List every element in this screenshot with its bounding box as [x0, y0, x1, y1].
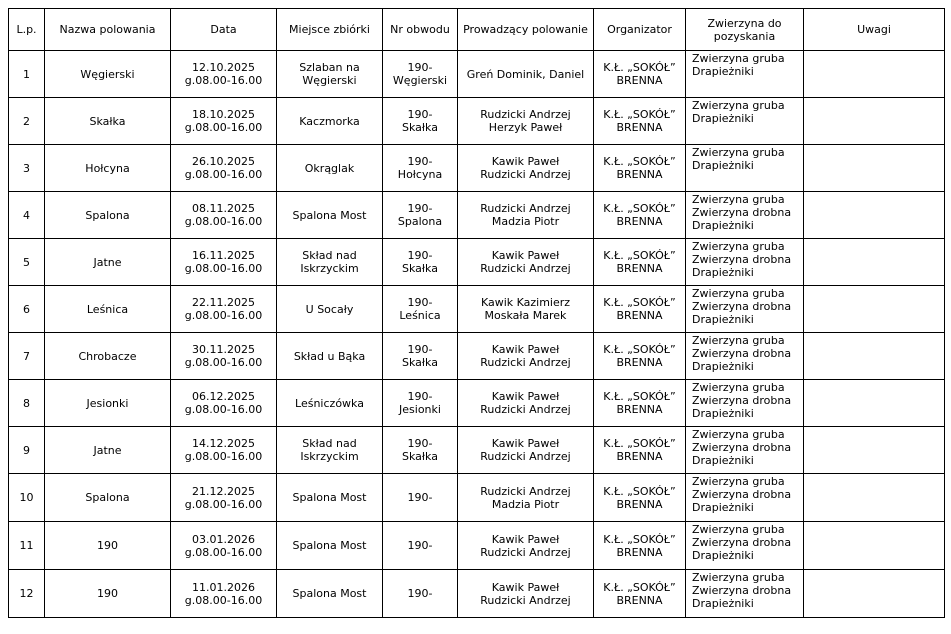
- cell-date: [171, 380, 277, 427]
- cell-organizer-line: K.Ł. „SOKÓŁ”: [603, 61, 676, 74]
- cell-date: [171, 522, 277, 570]
- cell-leader-line: Kawik Paweł: [491, 437, 560, 450]
- cell-place: [277, 286, 383, 333]
- cell-game: [686, 286, 804, 333]
- cell-game-line: Zwierzyna gruba: [692, 381, 785, 394]
- cell-game-line: Drapieżniki: [692, 112, 754, 125]
- hunting-schedule-table: [8, 8, 945, 618]
- cell-game-line: Zwierzyna gruba: [692, 193, 785, 206]
- cell-organizer: [594, 333, 686, 380]
- cell-leader: [458, 380, 594, 427]
- cell-game-line: Zwierzyna gruba: [692, 287, 785, 300]
- cell-district-line: 190-: [407, 202, 433, 215]
- cell-organizer: [594, 192, 686, 239]
- header-leader: Prowadzący polowanie: [458, 9, 594, 51]
- cell-leader-line: Rudzicki Andrzej: [480, 168, 571, 181]
- cell-district: [383, 570, 458, 618]
- cell-district-line: Spalona: [397, 215, 443, 228]
- cell-leader-line: Herzyk Paweł: [488, 121, 563, 134]
- cell-date-line: 26.10.2025: [192, 155, 255, 168]
- cell-place: [277, 333, 383, 380]
- cell-organizer-line: K.Ł. „SOKÓŁ”: [603, 580, 676, 594]
- cell-district-line: Leśnica: [399, 309, 441, 322]
- cell-game-line: Zwierzyna drobna: [692, 584, 792, 597]
- table-row: [9, 239, 945, 286]
- header-game-line: pozyskania: [713, 29, 776, 43]
- cell-organizer: [594, 427, 686, 474]
- cell-game-line: Zwierzyna drobna: [692, 394, 792, 407]
- cell-place-line: Skład u Bąka: [293, 349, 366, 363]
- cell-notes: [804, 192, 945, 239]
- cell-organizer-line: BRENNA: [616, 74, 663, 87]
- cell-date: [171, 98, 277, 145]
- cell-game-line: Zwierzyna drobna: [692, 253, 792, 266]
- cell-game-line: Zwierzyna drobna: [692, 347, 792, 360]
- header-name: Nazwa polowania: [45, 9, 171, 51]
- cell-game-line: Drapieżniki: [692, 313, 754, 326]
- cell-organizer: [594, 145, 686, 192]
- cell-district-line: 190-: [407, 249, 433, 262]
- cell-game-line: Zwierzyna drobna: [692, 206, 792, 219]
- cell-place-line: Węgierski: [302, 74, 357, 87]
- cell-place-line: Iskrzyckim: [300, 262, 359, 275]
- cell-organizer-line: K.Ł. „SOKÓŁ”: [603, 249, 676, 262]
- cell-leader: [458, 239, 594, 286]
- cell-place: [277, 380, 383, 427]
- cell-name: Spalona: [45, 474, 171, 522]
- cell-date-line: 22.11.2025: [192, 296, 255, 309]
- cell-game: [686, 333, 804, 380]
- cell-district: [383, 522, 458, 570]
- cell-place-line: Okrąglak: [304, 161, 355, 175]
- table-row: [9, 333, 945, 380]
- cell-leader-line: Rudzicki Andrzej: [480, 403, 571, 416]
- cell-district-line: Hołcyna: [397, 168, 443, 181]
- cell-date: [171, 145, 277, 192]
- cell-notes: [804, 239, 945, 286]
- cell-game-line: Drapieżniki: [692, 360, 754, 373]
- cell-game-line: Drapieżniki: [692, 219, 754, 232]
- cell-place: [277, 522, 383, 570]
- header-lp: L.p.: [9, 9, 45, 51]
- cell-date: [171, 427, 277, 474]
- cell-name: 190: [45, 522, 171, 570]
- cell-game-line: Zwierzyna gruba: [692, 571, 785, 584]
- cell-game: [686, 427, 804, 474]
- cell-game-line: Drapieżniki: [692, 501, 754, 514]
- cell-lp: 6: [9, 286, 45, 333]
- cell-organizer-line: BRENNA: [616, 545, 663, 559]
- cell-organizer-line: BRENNA: [616, 309, 663, 322]
- cell-organizer-line: BRENNA: [616, 121, 663, 134]
- header-place: Miejsce zbiórki: [277, 9, 383, 51]
- table-row: [9, 98, 945, 145]
- cell-lp: 9: [9, 427, 45, 474]
- cell-lp: 4: [9, 192, 45, 239]
- cell-date-line: 06.12.2025: [192, 390, 255, 403]
- cell-lp: 2: [9, 98, 45, 145]
- cell-organizer-line: K.Ł. „SOKÓŁ”: [603, 155, 676, 168]
- cell-place: [277, 427, 383, 474]
- cell-name: Leśnica: [45, 286, 171, 333]
- cell-organizer-line: K.Ł. „SOKÓŁ”: [603, 108, 676, 121]
- cell-district-line: Jesionki: [399, 403, 441, 416]
- cell-district-line: Węgierski: [392, 74, 448, 87]
- cell-district: [383, 239, 458, 286]
- cell-district-line: Skałka: [402, 450, 438, 463]
- cell-organizer: [594, 98, 686, 145]
- header-date: Data: [171, 9, 277, 51]
- cell-game-line: Drapieżniki: [692, 65, 754, 78]
- cell-district: [383, 286, 458, 333]
- cell-organizer-line: K.Ł. „SOKÓŁ”: [603, 296, 676, 309]
- cell-leader: [458, 427, 594, 474]
- cell-leader-line: Rudzicki Andrzej: [480, 202, 571, 215]
- cell-game: [686, 570, 804, 618]
- cell-organizer: [594, 522, 686, 570]
- cell-district: [383, 333, 458, 380]
- cell-organizer-line: K.Ł. „SOKÓŁ”: [603, 390, 676, 403]
- cell-date: [171, 333, 277, 380]
- header-game-line: Zwierzyna do: [707, 16, 782, 30]
- cell-leader-line: Rudzicki Andrzej: [480, 356, 571, 369]
- cell-place: [277, 474, 383, 522]
- cell-organizer: [594, 51, 686, 98]
- cell-date-line: g.08.00-16.00: [184, 497, 263, 511]
- cell-leader-line: Rudzicki Andrzej: [480, 450, 571, 463]
- cell-organizer-line: K.Ł. „SOKÓŁ”: [603, 484, 676, 498]
- cell-district-line: 190-: [407, 437, 433, 450]
- cell-organizer-line: K.Ł. „SOKÓŁ”: [603, 437, 676, 450]
- cell-date-line: g.08.00-16.00: [184, 262, 263, 275]
- cell-district-line: Skałka: [402, 121, 438, 134]
- table-row: [9, 474, 945, 522]
- cell-date-line: 30.11.2025: [192, 343, 255, 356]
- cell-game: [686, 380, 804, 427]
- cell-district-line: 190-: [407, 155, 433, 168]
- cell-date-line: g.08.00-16.00: [184, 309, 263, 322]
- cell-name: Jatne: [45, 427, 171, 474]
- cell-leader-line: Kawik Kazimierz: [480, 296, 571, 309]
- cell-game-line: Zwierzyna gruba: [692, 146, 785, 159]
- cell-date: [171, 239, 277, 286]
- cell-district: [383, 98, 458, 145]
- cell-game: [686, 239, 804, 286]
- header-game: [686, 9, 804, 51]
- cell-leader-line: Greń Dominik, Daniel: [466, 67, 585, 81]
- cell-notes: [804, 570, 945, 618]
- cell-place-line: Iskrzyckim: [300, 450, 359, 463]
- table-row: [9, 145, 945, 192]
- cell-leader-line: Rudzicki Andrzej: [480, 593, 571, 607]
- cell-organizer-line: BRENNA: [616, 450, 663, 463]
- cell-organizer-line: K.Ł. „SOKÓŁ”: [603, 532, 676, 546]
- cell-place: [277, 239, 383, 286]
- cell-date: [171, 51, 277, 98]
- cell-date-line: g.08.00-16.00: [184, 403, 263, 416]
- cell-game-line: Drapieżniki: [692, 549, 754, 562]
- table-body: [9, 51, 945, 618]
- cell-game-line: Drapieżniki: [692, 159, 754, 172]
- table-row: [9, 570, 945, 618]
- cell-lp: 10: [9, 474, 45, 522]
- cell-date-line: 21.12.2025: [192, 484, 255, 498]
- cell-district: [383, 51, 458, 98]
- cell-leader: [458, 522, 594, 570]
- cell-organizer: [594, 286, 686, 333]
- cell-place-line: Spalona Most: [292, 208, 367, 222]
- cell-game-line: Zwierzyna drobna: [692, 488, 792, 501]
- cell-lp: 8: [9, 380, 45, 427]
- cell-district: [383, 192, 458, 239]
- cell-leader-line: Kawik Paweł: [491, 580, 560, 594]
- cell-leader: [458, 570, 594, 618]
- cell-organizer-line: BRENNA: [616, 593, 663, 607]
- cell-place-line: Leśniczówka: [295, 396, 364, 410]
- cell-game-line: Zwierzyna gruba: [692, 523, 785, 536]
- cell-date-line: 16.11.2025: [192, 249, 255, 262]
- cell-name: Hołcyna: [45, 145, 171, 192]
- cell-leader-line: Rudzicki Andrzej: [480, 108, 571, 121]
- cell-game: [686, 192, 804, 239]
- cell-place-line: Spalona Most: [292, 587, 367, 600]
- cell-notes: [804, 145, 945, 192]
- cell-date-line: g.08.00-16.00: [184, 593, 263, 607]
- table-row: [9, 522, 945, 570]
- cell-place-line: Szlaban na: [299, 61, 360, 74]
- cell-lp: 1: [9, 51, 45, 98]
- cell-notes: [804, 474, 945, 522]
- cell-name: Węgierski: [45, 51, 171, 98]
- header-notes: Uwagi: [804, 9, 945, 51]
- cell-organizer: [594, 380, 686, 427]
- cell-place-line: Spalona Most: [292, 491, 367, 504]
- cell-game: [686, 98, 804, 145]
- cell-place: [277, 570, 383, 618]
- cell-organizer: [594, 570, 686, 618]
- cell-leader: [458, 98, 594, 145]
- cell-district-line: 190-: [407, 61, 433, 74]
- cell-organizer: [594, 239, 686, 286]
- table-row: [9, 380, 945, 427]
- cell-place: [277, 192, 383, 239]
- cell-date-line: g.08.00-16.00: [184, 121, 263, 134]
- cell-notes: [804, 427, 945, 474]
- cell-game: [686, 145, 804, 192]
- cell-place: [277, 98, 383, 145]
- cell-game-line: Zwierzyna gruba: [692, 428, 785, 441]
- cell-district-line: 190-: [407, 539, 433, 552]
- cell-district-line: 190-: [407, 296, 433, 309]
- cell-date: [171, 570, 277, 618]
- cell-leader: [458, 474, 594, 522]
- cell-place-line: Spalona Most: [292, 539, 367, 552]
- cell-notes: [804, 286, 945, 333]
- cell-game: [686, 51, 804, 98]
- cell-place: [277, 145, 383, 192]
- cell-leader-line: Madzia Piotr: [491, 497, 560, 511]
- cell-date-line: g.08.00-16.00: [184, 74, 263, 87]
- cell-leader-line: Kawik Paweł: [491, 155, 560, 168]
- cell-name: Spalona: [45, 192, 171, 239]
- cell-notes: [804, 380, 945, 427]
- cell-game-line: Zwierzyna drobna: [692, 441, 792, 454]
- cell-leader-line: Moskała Marek: [484, 309, 567, 322]
- cell-district: [383, 474, 458, 522]
- cell-date-line: 11.01.2026: [192, 580, 255, 594]
- cell-leader-line: Kawik Paweł: [491, 390, 560, 403]
- cell-organizer-line: BRENNA: [616, 215, 663, 228]
- cell-date: [171, 474, 277, 522]
- cell-lp: 3: [9, 145, 45, 192]
- cell-leader: [458, 192, 594, 239]
- cell-leader: [458, 51, 594, 98]
- cell-organizer-line: K.Ł. „SOKÓŁ”: [603, 343, 676, 356]
- cell-game-line: Drapieżniki: [692, 266, 754, 279]
- cell-notes: [804, 51, 945, 98]
- cell-game-line: Drapieżniki: [692, 597, 754, 610]
- cell-district-line: 190-: [407, 491, 433, 504]
- cell-name: Jesionki: [45, 380, 171, 427]
- cell-district: [383, 145, 458, 192]
- cell-lp: 11: [9, 522, 45, 570]
- cell-name: 190: [45, 570, 171, 618]
- header-row: [9, 9, 945, 51]
- cell-notes: [804, 333, 945, 380]
- cell-date: [171, 192, 277, 239]
- cell-district: [383, 427, 458, 474]
- cell-game-line: Drapieżniki: [692, 454, 754, 467]
- cell-date-line: 03.01.2026: [192, 532, 255, 546]
- cell-name: Skałka: [45, 98, 171, 145]
- cell-date: [171, 286, 277, 333]
- cell-date-line: g.08.00-16.00: [184, 168, 263, 181]
- cell-lp: 7: [9, 333, 45, 380]
- cell-organizer-line: BRENNA: [616, 497, 663, 511]
- cell-leader: [458, 286, 594, 333]
- cell-game-line: Zwierzyna gruba: [692, 240, 785, 253]
- cell-lp: 12: [9, 570, 45, 618]
- cell-name: Chrobacze: [45, 333, 171, 380]
- cell-organizer-line: BRENNA: [616, 262, 663, 275]
- cell-leader-line: Madzia Piotr: [491, 215, 560, 228]
- cell-date-line: g.08.00-16.00: [184, 545, 263, 559]
- table-row: [9, 427, 945, 474]
- cell-date-line: g.08.00-16.00: [184, 450, 263, 463]
- cell-lp: 5: [9, 239, 45, 286]
- cell-leader: [458, 333, 594, 380]
- cell-game-line: Drapieżniki: [692, 407, 754, 420]
- cell-place-line: Kaczmorka: [299, 114, 360, 128]
- cell-name: Jatne: [45, 239, 171, 286]
- cell-district-line: 190-: [407, 587, 433, 600]
- header-district: Nr obwodu: [383, 9, 458, 51]
- cell-game-line: Zwierzyna drobna: [692, 300, 792, 313]
- cell-leader-line: Rudzicki Andrzej: [480, 545, 571, 559]
- cell-place-line: U Socały: [305, 302, 354, 316]
- cell-leader-line: Kawik Paweł: [491, 249, 560, 262]
- table-row: [9, 51, 945, 98]
- cell-date-line: g.08.00-16.00: [184, 356, 263, 369]
- table-row: [9, 192, 945, 239]
- cell-date-line: 12.10.2025: [192, 61, 255, 74]
- table-row: [9, 286, 945, 333]
- cell-game: [686, 522, 804, 570]
- header-organizer: Organizator: [594, 9, 686, 51]
- cell-notes: [804, 98, 945, 145]
- cell-organizer-line: BRENNA: [616, 168, 663, 181]
- cell-district-line: Skałka: [402, 356, 438, 369]
- cell-organizer-line: BRENNA: [616, 403, 663, 416]
- cell-organizer: [594, 474, 686, 522]
- cell-game-line: Zwierzyna gruba: [692, 475, 785, 488]
- cell-game-line: Zwierzyna gruba: [692, 99, 785, 112]
- cell-game-line: Zwierzyna gruba: [692, 52, 785, 65]
- cell-district-line: Skałka: [402, 262, 438, 275]
- cell-game-line: Zwierzyna drobna: [692, 536, 792, 549]
- cell-organizer-line: BRENNA: [616, 356, 663, 369]
- cell-date-line: 08.11.2025: [192, 202, 255, 215]
- cell-place-line: Skład nad: [302, 249, 357, 262]
- cell-game: [686, 474, 804, 522]
- cell-date-line: g.08.00-16.00: [184, 215, 263, 228]
- cell-leader-line: Kawik Paweł: [491, 532, 560, 546]
- cell-district-line: 190-: [407, 343, 433, 356]
- cell-organizer-line: K.Ł. „SOKÓŁ”: [603, 202, 676, 215]
- cell-district: [383, 380, 458, 427]
- cell-district-line: 190-: [407, 390, 433, 403]
- cell-date-line: 18.10.2025: [192, 108, 255, 121]
- cell-game-line: Zwierzyna gruba: [692, 334, 785, 347]
- cell-district-line: 190-: [407, 108, 433, 121]
- cell-leader-line: Rudzicki Andrzej: [480, 484, 571, 498]
- cell-place: [277, 51, 383, 98]
- cell-leader: [458, 145, 594, 192]
- cell-notes: [804, 522, 945, 570]
- cell-date-line: 14.12.2025: [192, 437, 255, 450]
- cell-leader-line: Kawik Paweł: [491, 343, 560, 356]
- cell-leader-line: Rudzicki Andrzej: [480, 262, 571, 275]
- cell-place-line: Skład nad: [302, 437, 357, 450]
